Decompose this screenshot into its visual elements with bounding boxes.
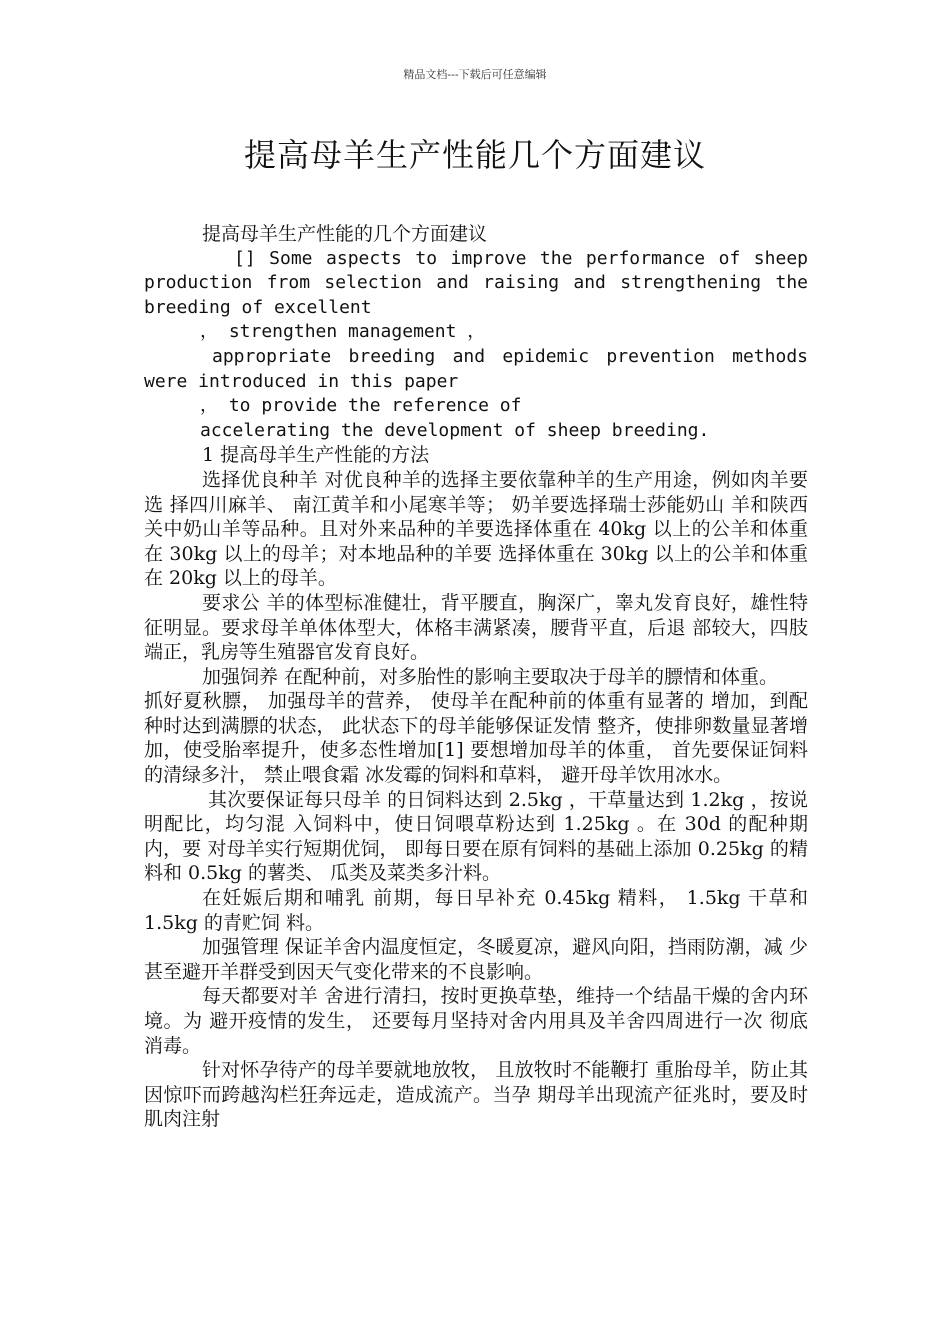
document-body [144,222,808,1132]
paragraph: 选择优良种羊 对优良种羊的选择主要依靠种羊的生产用途，例如肉羊要选 择四川麻羊、 南江黄羊和小尾寒羊等； 奶羊要选择瑞士莎能奶山 羊和陕西关中奶山羊等品种。且对外来品种的羊要选择体重在 40kg 以上的公羊和体重在 30kg 以上的母羊；对本地品种的羊要 选择体重在 30kg 以上的公羊和体重在 20kg 以上的母羊。 [144,468,808,590]
abstract-line-2: ， strengthen management ， [200,321,486,343]
paragraph: 每天都要对羊 舍进行清扫，按时更换草垫，维持一个结晶干燥的舍内环境。为 避开疫情的发生， 还要每月坚持对舍内用具及羊舍四周进行一次 彻底消毒。 [144,985,808,1057]
abstract-line-3: appropriate breeding and epidemic prevention methods were introduced in this paper [144,345,808,392]
paragraph: 抓好夏秋膘， 加强母羊的营养， 使母羊在配种前的体重有显著的 增加，到配种时达到满膘的状态， 此状态下的母羊能够保证发情 整齐，使排卵数量显著增加，使受胎率提升，使多态性增加[1] 要想增加母羊的体重， 首先要保证饲料的清绿多汁， 禁止喂食霜 冰发霉的饲料和草料， 避开母羊饮用冰水。 [144,690,808,787]
abstract-line-1: [] Some aspects to improve the performance of sheep production from selection and raising and strengthening the breeding of excellent [144,247,808,318]
section-heading: 1 提高母羊生产性能的方法 [202,444,430,467]
paragraph: 要求公 羊的体型标准健壮，背平腰直，胸深广，睾丸发育良好，雄性特 征明显。要求母羊单体体型大，体格丰满紧凑，腰背平直，后退 部较大，四肢端正，乳房等生殖器官发育良好。 [144,591,808,664]
paragraph: 其次要保证每只母羊 的日饲料达到 2.5kg ，干草量达到 1.2kg ，按说明配比，均匀混 入饲料中，使日饲喂草粉达到 1.25kg 。在 30d 的配种期内，要 对母羊实行短期优饲， 即每日要在原有饲料的基础上添加 0.25kg 的精料和 0.5kg 的薯类、 瓜类及菜类多汁料。 [144,788,808,885]
abstract-line-5: accelerating the development of sheep breeding. [200,419,710,441]
paragraph: 加强饲养 在配种前，对多胎性的影响主要取决于母羊的膘情和体重。 [202,665,779,688]
document-title: 提高母羊生产性能几个方面建议 [243,136,706,174]
page-header: 精品文档---下载后可任意编辑 [403,68,547,81]
paragraph: 加强管理 保证羊舍内温度恒定，冬暖夏凉，避风向阳，挡雨防潮，减 少甚至避开羊群受到因天气变化带来的不良影响。 [144,936,808,983]
abstract-line-4: ， to provide the reference of [200,395,522,417]
paragraph: 在妊娠后期和哺乳 前期，每日早补充 0.45kg 精料， 1.5kg 干草和 1.5kg 的青贮饲 料。 [144,887,808,934]
subtitle: 提高母羊生产性能的几个方面建议 [202,223,488,245]
paragraph: 针对怀孕待产的母羊要就地放牧， 且放牧时不能鞭打 重胎母羊，防止其因惊吓而跨越沟栏狂奔远走，造成流产。当孕 期母羊出现流产征兆时，要及时肌肉注射 [144,1059,808,1131]
